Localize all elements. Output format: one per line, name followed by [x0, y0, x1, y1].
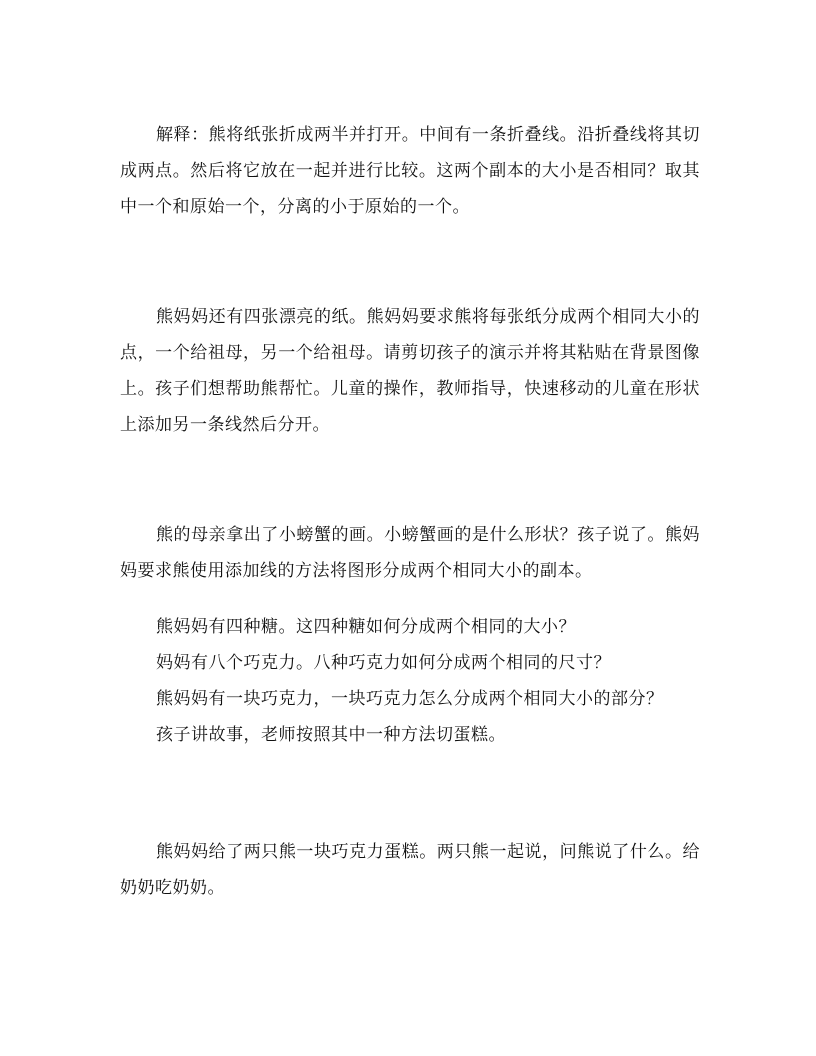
paragraph-crab-drawing: 熊的母亲拿出了小螃蟹的画。小螃蟹画的是什么形状？孩子说了。熊妈妈要求熊使用添加线的方法将图形分成两个相同大小的副本。	[120, 525, 700, 581]
paragraph-four-papers: 熊妈妈还有四张漂亮的纸。熊妈妈要求熊将每张纸分成两个相同大小的点，一个给祖母，另一个给祖母。请剪切孩子的演示并将其粘贴在背景图像上。孩子们想帮助熊帮忙。儿童的操作，教师指导，快速移动的儿童在形状上添加另一条线然后分开。	[120, 307, 700, 435]
question-line-one-chocolate: 熊妈妈有一块巧克力，一块巧克力怎么分成两个相同大小的部分？	[156, 689, 664, 709]
question-line-eight-chocolates: 妈妈有八个巧克力。八种巧克力如何分成两个相同的尺寸？	[156, 653, 611, 673]
question-line-candy: 熊妈妈有四种糖。这四种糖如何分成两个相同的大小？	[156, 617, 576, 637]
paragraph-cake: 熊妈妈给了两只熊一块巧克力蛋糕。两只熊一起说，问熊说了什么。给奶奶吃奶奶。	[120, 842, 700, 898]
question-line-storytelling: 孩子讲故事，老师按照其中一种方法切蛋糕。	[156, 725, 506, 745]
paragraph-explanation: 解释：熊将纸张折成两半并打开。中间有一条折叠线。沿折叠线将其切成两点。然后将它放在一起并进行比较。这两个副本的大小是否相同？取其中一个和原始一个，分离的小于原始的一个。	[120, 125, 700, 217]
